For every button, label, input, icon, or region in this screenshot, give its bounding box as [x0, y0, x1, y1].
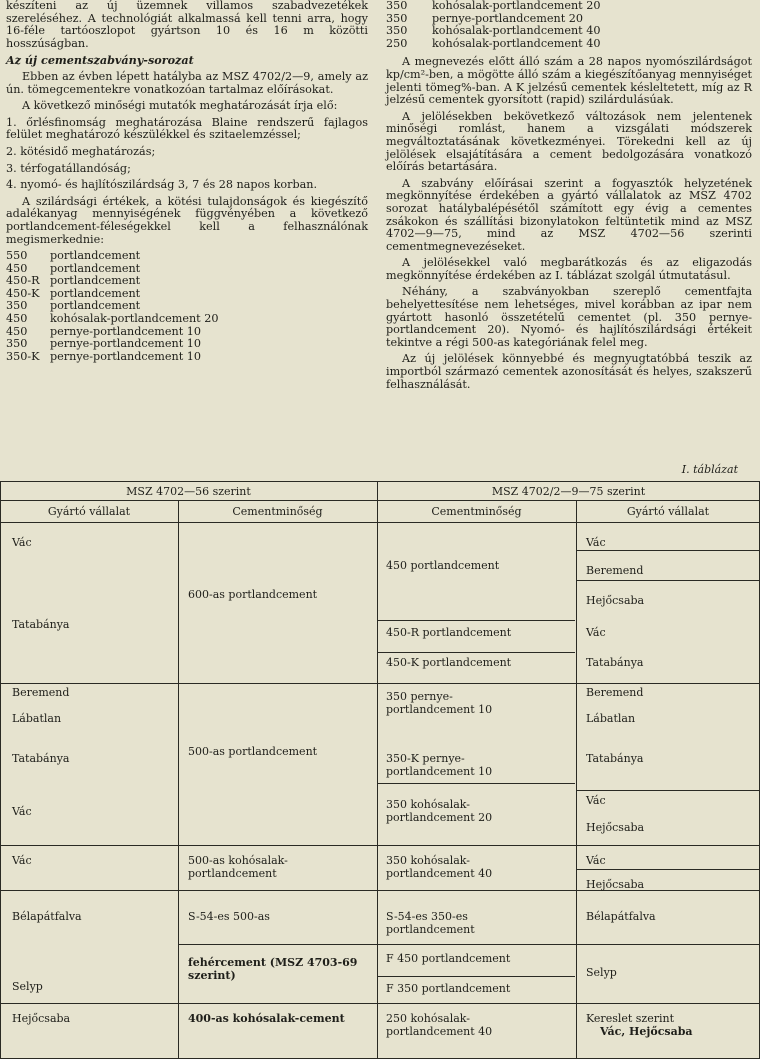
list-item: [6, 338, 368, 351]
rule: [378, 783, 575, 784]
quality-cell: fehércement (MSZ 4703-69 szerint): [188, 956, 358, 982]
company-cell: Vác: [12, 854, 32, 867]
quality-cell: 350-K pernye-portlandcement 10: [386, 752, 493, 778]
product-code: 350: [386, 24, 408, 38]
company-cell: Selyp: [586, 966, 617, 979]
column-header: Cementminőség: [431, 505, 522, 518]
paragraph: Néhány, a szabványokban szereplő cementfajta behelyettesítése nem lehetséges, mivel korábban az ipar nem gyártott hasonló összetételű cementet (pl. 350 pernye-portlandcement 20). Nyomó- és hajlítószilárdsági értékeit tekintve a régi 500-as kategóriának felel meg.: [386, 285, 752, 349]
rule: [0, 522, 760, 523]
product-code: 550: [6, 249, 28, 263]
product-name: pernye-portlandcement 20: [432, 11, 584, 25]
paragraph: A jelölésekben bekövetkező változások nem jelentenek minőségi romlást, hanem a vizsgálati módszerek megváltoztatásának következményei. Törekedni kell az új jelölések elsajátítására a cement bedolgozására vonatkozó előírás betartására.: [386, 109, 752, 174]
product-name: portlandcement: [50, 286, 141, 300]
table-caption: I. táblázat: [681, 463, 738, 476]
group-header-new: MSZ 4702/2—9—75 szerint: [491, 485, 646, 498]
list-item: [6, 275, 368, 288]
rule: [0, 890, 760, 891]
company-cell: Vác: [12, 805, 32, 818]
company-cell: Vác: [586, 536, 606, 549]
company-cell: Vác, Hejőcsaba: [600, 1025, 693, 1038]
group-header-old: MSZ 4702—56 szerint: [126, 485, 251, 498]
company-cell: Lábatlan: [12, 712, 62, 725]
product-code: 350: [386, 11, 408, 25]
company-cell: Vác: [586, 626, 606, 639]
quality-cell: F 350 portlandcement: [386, 982, 511, 995]
product-name: portlandcement: [50, 261, 141, 275]
rule: [577, 790, 759, 791]
numbered-item: 4. nyomó- és hajlítószilárdság 3, 7 és 28 napos korban.: [6, 178, 318, 192]
paragraph: A szabvány előírásai szerint a fogyasztók helyzetének megkönnyítése érdekében a gyártó vállalatok az MSZ 4702 sorozat hatálybalépésétől számított egy évig a cementes zsákokon és szállítási bizonylatokon feltüntetik mind az MSZ 4702—9—75, mind az MSZ 4702—56 szerinti cementmegnevezéseket.: [386, 176, 752, 253]
company-cell: Vác: [586, 854, 606, 867]
product-name: portlandcement: [50, 249, 141, 263]
quality-cell: 600-as portlandcement: [188, 588, 318, 601]
company-cell: Tatabánya: [586, 752, 644, 765]
paragraph: A jelölésekkel való megbarátkozás és az eligazodás megkönnyítése érdekében az I. táblázat szolgál útmutatásul.: [386, 256, 752, 282]
product-name: pernye-portlandcement 10: [50, 349, 202, 363]
column-header: Cementminőség: [232, 505, 323, 518]
quality-cell: 450-R portlandcement: [386, 626, 512, 639]
quality-cell: 250 kohósalak-portlandcement 40: [386, 1012, 493, 1038]
company-cell: Hejőcsaba: [586, 878, 645, 891]
column-header: Gyártó vállalat: [47, 505, 131, 518]
company-cell: Selyp: [12, 980, 43, 993]
product-code: 350: [386, 0, 408, 12]
product-code: 450-R: [6, 274, 40, 288]
company-cell: Lábatlan: [586, 712, 636, 725]
product-name: kohósalak-portlandcement 20: [432, 0, 601, 12]
quality-cell: S-54-es 350-es portlandcement: [386, 910, 475, 936]
rule: [178, 944, 760, 945]
product-code: 350-K: [6, 349, 40, 363]
product-name: pernye-portlandcement 10: [50, 324, 202, 338]
quality-cell: 450-K portlandcement: [386, 656, 512, 669]
company-cell: Tatabánya: [12, 618, 70, 631]
company-cell: Beremend: [586, 686, 644, 699]
quality-cell: 350 kohósalak-portlandcement 20: [386, 798, 493, 824]
paragraph: Az új jelölések könnyebbé és megnyugtatóbbá teszik az importból származó cementek azonosítását és helyes, szakszerű felhasználását.: [386, 352, 752, 391]
numbered-item: 3. térfogatállandóság;: [6, 161, 131, 175]
list-item: [386, 25, 752, 38]
product-name: kohósalak-portlandcement 20: [50, 312, 219, 326]
list-item: [6, 250, 368, 263]
product-code: 450: [6, 312, 28, 326]
company-cell: Beremend: [12, 686, 70, 699]
rule: [0, 683, 760, 684]
list-item: [6, 351, 368, 364]
right-text-column: [386, 0, 752, 395]
list-item: [386, 38, 752, 51]
rule: [577, 580, 759, 581]
company-cell: Hejőcsaba: [586, 594, 645, 607]
rule: [0, 481, 1, 1059]
product-code: 250: [386, 36, 408, 50]
quality-cell: S-54-es 500-as: [188, 910, 270, 923]
rule: [378, 652, 575, 653]
numbered-item: 1. őrlésfinomság meghatározása Blaine rendszerű fajlagos felület meghatározó készülékkel és szitaelemzéssel;: [6, 115, 368, 142]
left-text-column: [6, 0, 368, 366]
product-code: 450-K: [6, 286, 40, 300]
product-name: portlandcement: [50, 299, 141, 313]
company-cell: Beremend: [586, 564, 644, 577]
product-code: 350: [6, 337, 28, 351]
rule: [0, 1003, 760, 1004]
paragraph: A megnevezés előtt álló szám a 28 napos nyomószilárdságot kp/cm²-ben, a mögötte álló szám a kiegészítőanyag mennyiséget jelenti tömeg%-ban. A K jelzésű cementek késleltetett, míg az R jelzésű cementek gyorsított (rapid) szilárdulásúak.: [386, 55, 752, 107]
quality-cell: 500-as kohósalak-portlandcement: [188, 854, 288, 880]
rule: [378, 620, 575, 621]
paragraph: A szilárdsági értékek, a kötési tulajdonságok és kiegészítő adalékanyag mennyiségének függvényében a következő portlandcement-féleségekkel kell a felhasználónak megismerkednie:: [6, 194, 368, 246]
rule: [0, 481, 760, 482]
quality-cell: 450 portlandcement: [386, 559, 500, 572]
company-cell: Tatabánya: [12, 752, 70, 765]
company-cell: Kereslet szerint: [586, 1012, 675, 1025]
product-code: 450: [6, 261, 28, 275]
product-code: 350: [6, 299, 28, 313]
rule: [577, 550, 759, 551]
rule: [178, 500, 179, 1059]
company-cell: Vác: [12, 536, 32, 549]
rule: [577, 869, 759, 870]
cement-comparison-table: [0, 480, 760, 1059]
list-item: [386, 0, 752, 13]
quality-cell: 350 pernye-portlandcement 10: [386, 690, 493, 716]
rule: [0, 500, 760, 501]
company-cell: Hejőcsaba: [12, 1012, 71, 1025]
rule: [576, 500, 577, 1059]
quality-cell: F 450 portlandcement: [386, 952, 511, 965]
section-heading: Az új cementszabvány-sorozat: [6, 53, 194, 68]
rule: [0, 845, 760, 846]
product-name: kohósalak-portlandcement 40: [432, 24, 601, 38]
product-name: pernye-portlandcement 10: [50, 337, 202, 351]
company-cell: Bélapátfalva: [12, 910, 82, 923]
column-header: Gyártó vállalat: [626, 505, 710, 518]
quality-cell: 350 kohósalak-portlandcement 40: [386, 854, 493, 880]
product-list: [386, 0, 752, 50]
rule: [378, 976, 575, 977]
rule: [377, 481, 378, 1059]
intro-paragraph: készíteni az új üzemnek villamos szabadvezetékek szereléséhez. A technológiát alkalmassá kell tenni arra, hogy 16-féle tartóoszlopot gyártson 10 és 16 m közötti hosszúságban.: [6, 0, 368, 50]
list-item: [6, 313, 368, 326]
product-name: portlandcement: [50, 274, 141, 288]
product-code: 450: [6, 324, 28, 338]
quality-cell: 500-as portlandcement: [188, 745, 318, 758]
company-cell: Tatabánya: [586, 656, 644, 669]
company-cell: Bélapátfalva: [586, 910, 656, 923]
product-list: [6, 250, 368, 363]
product-name: kohósalak-portlandcement 40: [432, 36, 601, 50]
quality-cell: 400-as kohósalak-cement: [188, 1012, 345, 1025]
numbered-item: 2. kötésidő meghatározás;: [6, 144, 156, 158]
company-cell: Hejőcsaba: [586, 821, 645, 834]
paragraph: A következő minőségi mutatók meghatározását írja elő:: [22, 99, 338, 113]
company-cell: Vác: [586, 794, 606, 807]
paragraph: Ebben az évben lépett hatályba az MSZ 4702/2—9, amely az ún. tömegcementekre vonatkozóan tartalmaz előírásokat.: [6, 69, 368, 96]
